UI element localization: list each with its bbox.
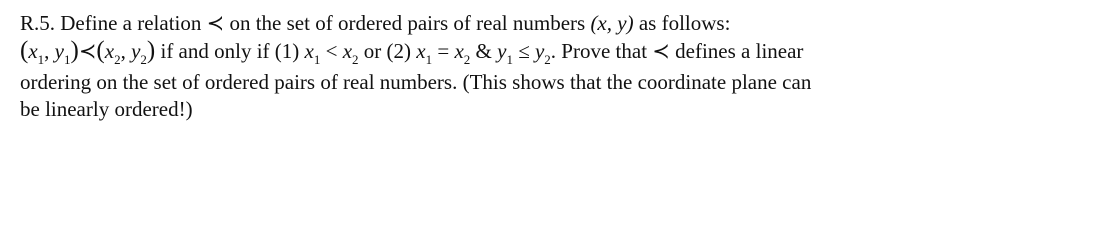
problem-text: defines a linear [669,39,804,63]
math-var: y [131,39,141,63]
problem-label: R.5. [20,11,56,35]
ordered-pair: (x, y) [590,11,634,35]
subscript: 1 [313,52,321,67]
math-var: y [54,39,64,63]
math-var: x [342,39,353,63]
problem-text: Define a relation [55,11,207,35]
problem-text: on the set of ordered pairs of real numbers [224,11,591,35]
problem-line-2 [20,37,1088,69]
right-paren: ) [70,37,79,64]
problem-statement [20,10,1088,123]
subscript: 2 [140,52,147,67]
math-var: x [104,39,115,63]
problem-text: . Prove that [550,39,653,63]
subscript: 1 [506,52,513,67]
left-paren: ( [96,37,105,64]
math-var: x [416,39,426,63]
math-var: x [28,39,38,63]
problem-line-3: ordering on the set of ordered pairs of real numbers. (This shows that the coordinate plane can [20,70,812,94]
problem-line-4: be linearly ordered!) [20,97,193,121]
precedes-symbol: ≺ [652,39,670,63]
left-paren: ( [20,37,29,64]
subscript: 2 [114,52,121,67]
right-paren: ) [146,37,156,64]
less-equal-symbol: ≤ [512,39,535,63]
math-var: y [497,39,507,63]
problem-text: or (2) [358,39,417,63]
subscript: 2 [463,52,471,67]
subscript: 1 [63,52,71,67]
precedes-symbol: ≺ [206,11,225,35]
problem-text: if and only if (1) [155,39,305,63]
subscript: 2 [352,52,359,67]
problem-line-1 [20,10,1088,37]
subscript: 1 [425,52,433,67]
math-var: x [454,39,464,63]
math-var: y [534,39,545,63]
subscript: 1 [37,52,45,67]
comma: , [44,39,55,63]
problem-text: as follows: [633,11,731,35]
precedes-symbol: ≺ [78,39,97,63]
comma: , [120,39,132,63]
equals-symbol: = [432,39,455,63]
subscript: 2 [544,52,551,67]
ampersand-symbol: & [470,39,498,63]
math-var: x [304,39,314,63]
less-than-symbol: < [320,39,343,63]
